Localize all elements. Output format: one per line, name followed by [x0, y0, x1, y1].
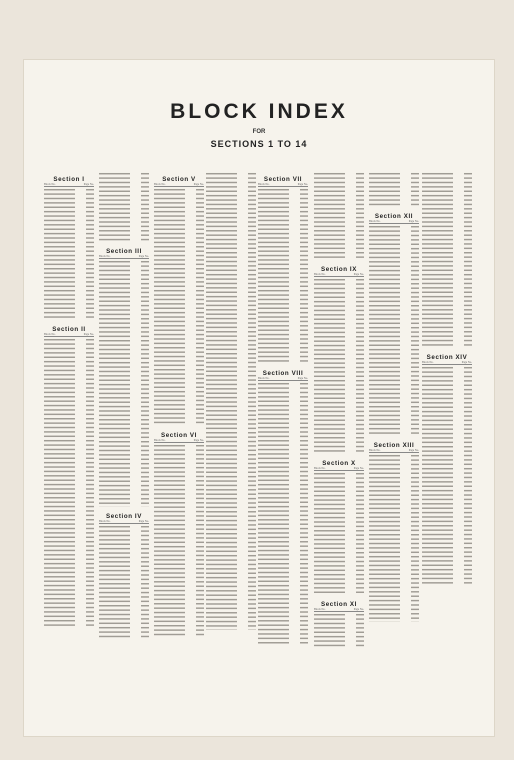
section-block: [44, 176, 94, 320]
column-caption: [314, 273, 364, 277]
column-caption: [99, 520, 149, 524]
caption-block-no: Block No.: [258, 377, 270, 380]
index-entry-rows: [154, 188, 204, 426]
index-entry-rows: [99, 172, 149, 242]
caption-page-no: Page No.: [193, 438, 204, 442]
caption-block-no: Block No.: [99, 255, 111, 259]
caption-block-no: Block No.: [154, 438, 166, 442]
index-entry-rows: [422, 366, 472, 586]
section-block: [422, 172, 472, 348]
index-entry-rows: [99, 260, 149, 506]
section-block: [258, 176, 308, 364]
index-entry-rows: [314, 613, 364, 648]
section-block: [44, 326, 94, 628]
caption-block-no: Block No.: [314, 273, 326, 276]
column-caption: [369, 220, 419, 224]
caption-block-no: Block No.: [369, 449, 381, 453]
column-caption: [99, 255, 149, 259]
section-heading: Section II: [52, 326, 86, 333]
section-heading: Section III: [106, 248, 142, 256]
section-heading: Section IX: [321, 266, 357, 273]
index-entry-rows: [206, 172, 256, 630]
index-header: [24, 60, 494, 149]
caption-block-no: Block No.: [154, 183, 166, 186]
index-entry-rows: [258, 382, 308, 646]
section-heading: Section XI: [321, 601, 357, 609]
index-entry-rows: [314, 172, 364, 260]
caption-page-no: Page No.: [297, 183, 308, 186]
section-heading: Section V: [162, 176, 196, 183]
index-column: [99, 172, 149, 645]
caption-block-no: Block No.: [44, 333, 56, 336]
index-entry-rows: [369, 225, 419, 436]
section-heading: Section XIII: [373, 442, 415, 450]
index-entry-rows: [258, 188, 308, 364]
index-entry-rows: [44, 188, 94, 320]
caption-page-no: Page No.: [353, 273, 364, 276]
index-column: [44, 172, 94, 634]
caption-page-no: Page No.: [138, 255, 149, 259]
column-caption: [369, 449, 419, 453]
caption-page-no: Page No.: [408, 449, 419, 453]
subtitle-sections: SECTIONS 1 TO 14: [210, 139, 308, 149]
column-caption: [314, 467, 364, 471]
section-heading: Section XIV: [426, 354, 468, 361]
section-block: [314, 601, 364, 648]
section-heading: Section VIII: [262, 370, 304, 377]
index-column: [154, 172, 204, 643]
column-caption: [44, 183, 94, 187]
index-entry-rows: [369, 172, 419, 207]
section-block: [369, 442, 419, 621]
index-entry-rows: [314, 472, 364, 595]
column-caption: [44, 333, 94, 337]
index-entry-rows: [314, 278, 364, 454]
index-column: [206, 172, 256, 636]
section-heading: Section VI: [161, 431, 197, 439]
section-block: [258, 370, 308, 646]
index-entry-rows: [154, 444, 204, 638]
index-column: [258, 172, 308, 652]
caption-page-no: Page No.: [193, 183, 204, 186]
section-block: [314, 172, 364, 260]
index-column: [422, 172, 472, 592]
caption-block-no: Block No.: [44, 183, 56, 186]
column-caption: [154, 183, 204, 187]
column-caption: [314, 608, 364, 612]
section-block: [369, 213, 419, 436]
caption-page-no: Page No.: [353, 608, 364, 612]
caption-block-no: Block No.: [258, 183, 270, 186]
section-heading: Section I: [53, 176, 85, 183]
caption-page-no: Page No.: [297, 377, 308, 380]
column-caption: [422, 361, 472, 365]
caption-page-no: Page No.: [461, 361, 472, 364]
section-heading: Section VII: [263, 176, 303, 183]
section-heading: Section X: [322, 460, 356, 467]
index-column: [314, 172, 364, 654]
section-block: [422, 354, 472, 586]
caption-page-no: Page No.: [138, 519, 149, 523]
section-block: [314, 266, 364, 454]
caption-block-no: Block No.: [99, 519, 111, 523]
column-caption: [258, 183, 308, 187]
index-entry-rows: [44, 338, 94, 628]
section-block: [99, 172, 149, 242]
section-block: [369, 172, 419, 207]
index-entry-rows: [369, 454, 419, 621]
section-block: [154, 432, 204, 638]
section-block: [206, 172, 256, 630]
index-entry-rows: [99, 525, 149, 639]
section-block: [154, 176, 204, 426]
section-block: [99, 248, 149, 506]
section-block: [314, 460, 364, 595]
caption-block-no: Block No.: [314, 467, 326, 470]
index-column: [369, 172, 419, 628]
subtitle-for: FOR: [252, 129, 266, 135]
section-block: [99, 513, 149, 639]
caption-block-no: Block No.: [422, 361, 434, 364]
caption-page-no: Page No.: [83, 333, 94, 336]
caption-page-no: Page No.: [408, 220, 419, 224]
page-title: BLOCK INDEX: [170, 100, 348, 123]
caption-block-no: Block No.: [369, 220, 381, 224]
column-caption: [258, 377, 308, 381]
index-entry-rows: [422, 172, 472, 348]
caption-page-no: Page No.: [353, 467, 364, 470]
caption-block-no: Block No.: [314, 608, 326, 612]
caption-page-no: Page No.: [83, 183, 94, 186]
section-heading: Section XII: [374, 213, 414, 221]
column-caption: [154, 439, 204, 443]
section-heading: Section IV: [106, 512, 142, 520]
